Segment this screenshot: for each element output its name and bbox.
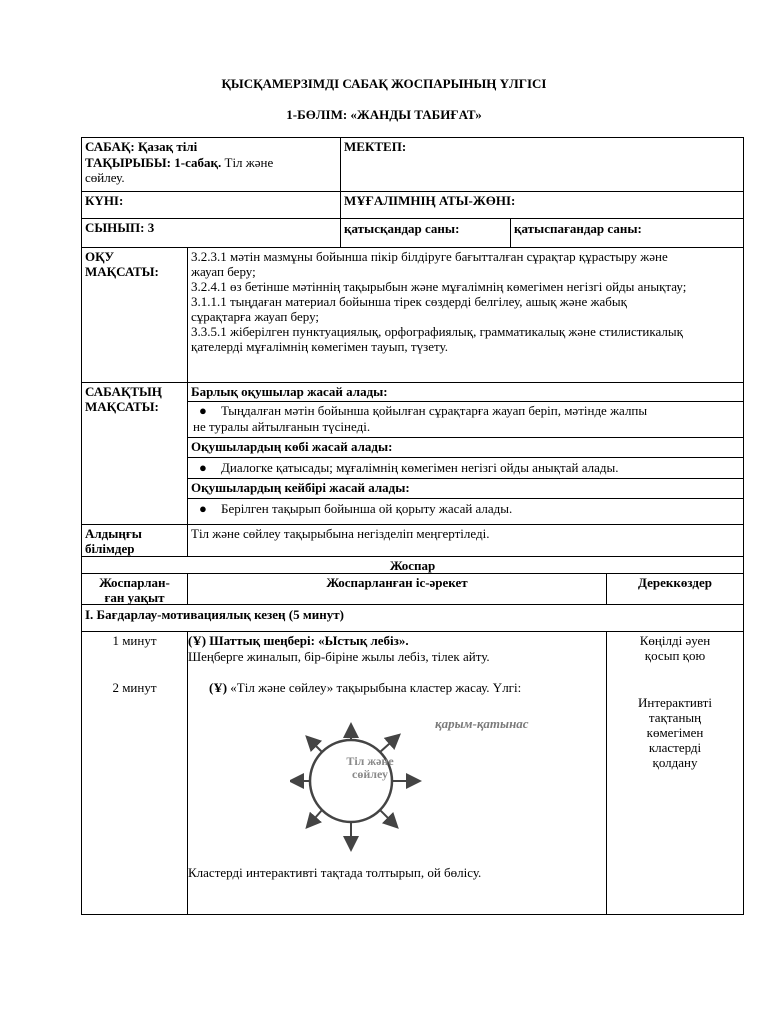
cluster-note: қарым-қатынас: [435, 716, 529, 731]
goals-label: САБАҚТЫҢ МАҚСАТЫ:: [85, 384, 162, 414]
cluster-center-label-2: сөйлеу: [352, 767, 388, 781]
school-label: МЕКТЕП:: [344, 139, 407, 154]
bullet-icon: ●: [199, 460, 207, 475]
time-2: 2 минут: [112, 680, 157, 695]
prior-text: Тіл және сөйлеу тақырыбына негізделіп меңгертіледі.: [191, 526, 490, 541]
topic-value-cont: сөйлеу.: [85, 170, 125, 185]
activity-1-text: Шеңберге жиналып, бір-біріне жылы лебіз, тілек айту.: [188, 649, 490, 664]
objective-line: 3.3.5.1 жіберілген пунктуациялық, орфографиялық, грамматикалық және стилистикалық: [191, 324, 683, 339]
objective-line: 3.2.4.1 өз бетінше мәтіннің тақырыбын және мұғалімнің көмегімен негізгі ойды анықтау;: [191, 279, 687, 294]
topic-value: Тіл және: [224, 155, 274, 170]
col-header-activity: Жоспарланған іс-әрекет: [326, 575, 468, 590]
objective-line: сұрақтарға жауап беру;: [191, 309, 320, 324]
col-header-time: Жоспарлан- ған уақыт: [99, 575, 170, 605]
objectives-list: [188, 248, 743, 355]
cluster-center-label-1: Тіл және: [346, 754, 394, 768]
prior-label: Алдыңғы білімдер: [85, 526, 142, 556]
bullet-icon: ●: [199, 403, 207, 418]
objective-line: 3.1.1.1 тыңдаған материал бойынша тірек сөздерді белгілеу, ашық және жабық: [191, 294, 627, 309]
activity-1-title: (Ұ) Шаттық шеңбері: «Ыстық лебіз».: [188, 633, 409, 648]
topic-label: ТАҚЫРЫБЫ: 1-сабақ.: [85, 155, 222, 170]
date-label: КҮНІ:: [85, 193, 124, 208]
goals-most-heading: Оқушылардың көбі жасай алады:: [191, 439, 393, 454]
goals-some-item: Берілген тақырып бойынша ой қорыту жасай алады.: [221, 501, 513, 516]
stage-title: І. Бағдарлау-мотивациялық кезең (5 минут): [85, 607, 344, 622]
objective-line: жауап беру;: [191, 264, 256, 279]
col-header-resources: Дереккөздер: [638, 575, 712, 590]
document-title: ҚЫСҚАМЕРЗІМДІ САБАҚ ЖОСПАРЫНЫҢ ҮЛГІСІ: [221, 76, 547, 91]
present-count-label: қатысқандар саны:: [344, 221, 460, 236]
goals-some-heading: Оқушылардың кейбірі жасай алады:: [191, 480, 410, 495]
goals-most-item: Диалогке қатысады; мұғалімнің көмегімен негізгі ойды анықтай алады.: [221, 460, 619, 475]
goals-all-item: Тыңдалған мәтін бойынша қойылған сұрақтарға жауап беріп, мәтінде жалпы: [221, 403, 648, 418]
cluster-diagram: [290, 720, 430, 860]
objective-line: 3.2.3.1 мәтін мазмұны бойынша пікір білдіруге бағытталған сұрақтар құрастыру және: [191, 249, 668, 264]
section-title: 1-БӨЛІМ: «ЖАНДЫ ТАБИҒАТ»: [286, 107, 482, 122]
cluster-circle: [310, 740, 392, 822]
lesson-label: САБАҚ: Қазақ тілі: [85, 139, 198, 154]
class-label: СЫНЫП: 3: [85, 220, 155, 235]
activity-2-text: «Тіл және сөйлеу» тақырыбына кластер жасау. Үлгі:: [230, 680, 522, 695]
resource-1: Көңілді әуен қосып қою: [639, 633, 711, 663]
activity-2-prefix: (Ұ): [209, 680, 228, 695]
time-1: 1 минут: [112, 633, 157, 648]
plan-heading: Жоспар: [389, 558, 436, 573]
goals-all-item-cont: не туралы айтылғанын түсінеді.: [193, 419, 371, 434]
absent-count-label: қатыспағандар саны:: [514, 221, 642, 236]
goals-all-heading: Барлық оқушылар жасай алады:: [191, 384, 388, 399]
bullet-icon: ●: [199, 501, 207, 516]
resource-2: Интерактивті тақтаның көмегімен кластерді қолдану: [638, 695, 712, 770]
objective-line: қателерді мұғалімнің көмегімен тауып, түзету.: [191, 339, 448, 354]
objectives-label: ОҚУ МАҚСАТЫ:: [85, 249, 159, 279]
teacher-label: МҰҒАЛІМНІҢ АТЫ-ЖӨНІ:: [344, 193, 516, 208]
activity-3-text: Кластерді интерактивті тақтада толтырып, ой бөлісу.: [188, 865, 482, 880]
activity-2: [206, 679, 606, 696]
